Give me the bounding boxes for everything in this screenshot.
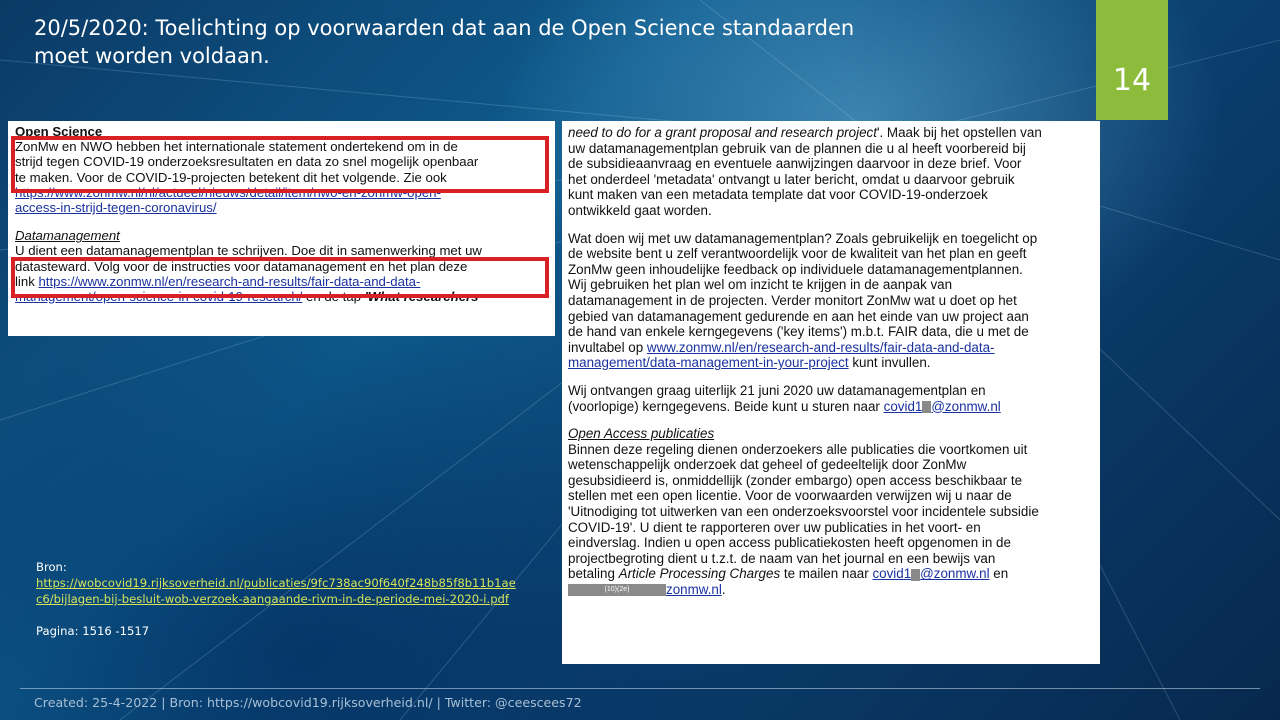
- source-block: [36, 559, 516, 639]
- p4-betaling: betaling: [568, 566, 619, 582]
- p1-line: kunt maken van een metadata template dat voor COVID-19-onderzoek: [568, 187, 988, 203]
- p4-line: 'Uitnodiging tot uitwerken van een onderzoeksvoorstel voor incidentele subsidie: [568, 504, 1039, 520]
- link2-italic: 'What researchers: [364, 289, 479, 305]
- box2-line: U dient een datamanagementplan te schrijven. Doe dit in samenwerking met uw: [15, 243, 482, 259]
- link2-prefix: link: [15, 273, 39, 289]
- p2-line: datamanagement in de projecten. Verder monitort ZonMw wat u doet op het: [568, 292, 1017, 308]
- slide-number: 14: [1112, 63, 1152, 98]
- slide-title-line2: moet worden voldaan.: [34, 44, 270, 68]
- email-part-a: covid1: [872, 566, 912, 582]
- slide-title-line1: 20/5/2020: Toelichting op voorwaarden dat aan de Open Science standaarden: [34, 16, 855, 40]
- p4-line: eindverslag. Indien u open access publicatiekosten heeft opgenomen in de: [568, 535, 1011, 551]
- document-excerpt-right: [562, 121, 1100, 664]
- p4-en: en: [989, 566, 1009, 582]
- p1-line: uw datamanagementplan gebruik van de plannen die u al heeft voorbereid bij: [568, 140, 1026, 156]
- p1-rest: '. Maak bij het opstellen van: [876, 125, 1042, 140]
- box1-line: ZonMw en NWO hebben het internationale statement ondertekend om in de: [15, 139, 458, 155]
- p2-line: ZonMw geen inhoudelijke feedback op individuele datamanagementplannen.: [568, 261, 1023, 277]
- p4-line: COVID-19'. U dient te rapporteren over uw publicaties in het voort- en: [568, 519, 981, 535]
- email-part-b: @zonmw.nl: [920, 566, 990, 582]
- p2-line: de website bent u zelf verantwoordelijk voor de kwaliteit van het plan en geeft: [568, 246, 1027, 262]
- p1-line: de subsidieaanvraag en eventuele aanwijzingen daarvoor in deze brief. Voor: [568, 156, 1022, 172]
- last-dot: .: [721, 582, 726, 598]
- slide-title: [34, 14, 1034, 70]
- p2-invul: invultabel op: [568, 339, 647, 355]
- p2-line: Wij gebruiken het plan wel om inzicht te krijgen in de aanpak van: [568, 277, 953, 293]
- email-covid-b[interactable]: [872, 566, 989, 581]
- redaction-block: [911, 569, 920, 581]
- link-fair-data-cont[interactable]: management/data-management-in-your-project: [568, 355, 849, 371]
- p2-line: gebied van datamanagement gedurende en aan het einde van uw project aan: [568, 308, 1029, 324]
- source-url-link[interactable]: https://wobcovid19.rijksoverheid.nl/publicaties/9fc738ac90f640f248b85f8b11b1aec6/bijlagen-bij-besluit-wob-verzoek-aangaande-rivm-in-de-periode-mei-2020-i.pdf: [36, 576, 516, 606]
- highlight-box-datamanagement: [11, 257, 549, 298]
- p4-line: wetenschappelijk onderzoek dat geheel of gedeeltelijk door ZonMw: [568, 457, 967, 473]
- redaction-block-wide: [568, 584, 666, 596]
- email-part-b: @zonmw.nl: [931, 398, 1001, 414]
- p4-line: gesubsidieerd is, onmiddellijk (zonder embargo) open access beschikbaar te: [568, 472, 1023, 488]
- footer-divider: [20, 688, 1260, 689]
- p4-line: projectbegroting dient u t.z.t. de naam van het journal en een bewijs van: [568, 550, 996, 566]
- source-pages: Pagina: 1516 -1517: [36, 624, 150, 638]
- p4-mailen: te mailen naar: [780, 566, 873, 582]
- p1-italic: need to do for a grant proposal and research project: [568, 125, 877, 140]
- slide-number-badge: [1096, 0, 1168, 120]
- document-excerpt-left: [8, 121, 555, 336]
- link-open-science-covid-cont[interactable]: management/open-science-in-covid-19-research/: [15, 289, 303, 305]
- p4-line: Binnen deze regeling dienen onderzoekers alle publicaties die voortkomen uit: [568, 441, 1028, 457]
- p1-line: ontwikkeld gaat worden.: [568, 202, 712, 218]
- link-nwo-zonmw-cont[interactable]: access-in-strijd-tegen-coronavirus/: [15, 200, 217, 216]
- p2-end: kunt invullen.: [848, 355, 931, 371]
- link2-suffix: en de tap: [302, 289, 365, 305]
- p2-line: Wat doen wij met uw datamanagementplan? Zoals gebruikelijk en toegelicht op: [568, 230, 1038, 246]
- heading-open-access: Open Access publicaties: [568, 426, 715, 442]
- footer-text: Created: 25-4-2022 | Bron: https://wobcovid19.rijksoverheid.nl/ | Twitter: @ceescees72: [34, 695, 582, 710]
- highlight-box-open-science: [11, 136, 549, 193]
- p4-line: stellen met een open licentie. Voor de voorwaarden verwijzen wij u naar de: [568, 488, 1012, 504]
- email-covid-a[interactable]: [884, 399, 1001, 414]
- link-fair-data[interactable]: www.zonmw.nl/en/research-and-results/fair-data-and-data-: [646, 339, 995, 355]
- link-open-science-covid[interactable]: https://www.zonmw.nl/en/research-and-results/fair-data-and-data-: [38, 273, 421, 289]
- box1-line: te maken. Voor de COVID-19-projecten betekent dit het volgende. Zie ook: [15, 169, 447, 185]
- redaction-label: (10)(2e): [604, 586, 630, 594]
- box2-line: datasteward. Volg voor de instructies voor datamanagement en het plan deze: [15, 258, 468, 274]
- email-last[interactable]: zonmw.nl: [666, 582, 722, 598]
- heading-open-science: Open Science: [15, 124, 103, 139]
- redaction-block: [922, 401, 931, 413]
- heading-datamanagement: Datamanagement: [15, 228, 120, 244]
- box1-line: strijd tegen COVID-19 onderzoeksresultaten en data zo snel mogelijk openbaar: [15, 154, 479, 170]
- email-part-a: covid1: [883, 398, 923, 414]
- p3-line2: (voorlopige) kerngegevens. Beide kunt u sturen naar: [568, 398, 884, 414]
- p1-line: het onderdeel 'metadata' ontvangt u later bericht, omdat u daarvoor gebruik: [568, 171, 1015, 187]
- p2-line: de hand van enkele kerngegevens ('key items') m.b.t. FAIR data, die u met de: [568, 324, 1029, 340]
- link-nwo-zonmw[interactable]: https://www.zonmw.nl/nl/actueel/nieuws/detail/item/nwo-en-zonmw-open-: [15, 184, 441, 200]
- p4-apc: Article Processing Charges: [618, 566, 781, 582]
- source-label: Bron:: [36, 560, 67, 574]
- p3-line: Wij ontvangen graag uiterlijk 21 juni 2020 uw datamanagementplan en: [568, 382, 986, 398]
